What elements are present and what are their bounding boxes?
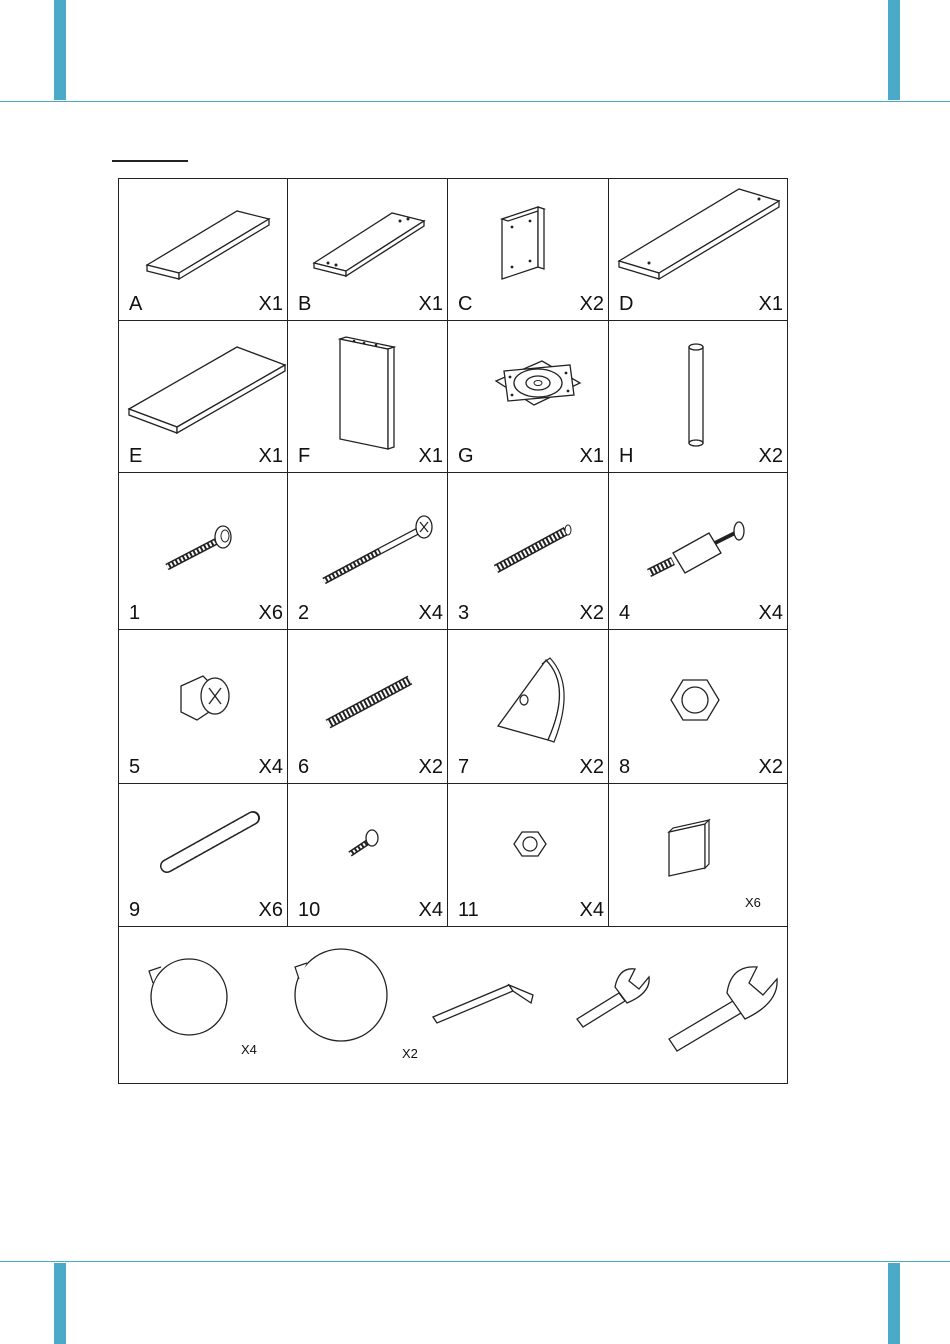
part-cell-h (609, 321, 787, 473)
part-cell-3 (448, 473, 609, 630)
part-cell-c (448, 179, 609, 321)
part-label: H (619, 445, 634, 467)
part-quantity: X1 (418, 293, 443, 315)
part-cell-9 (119, 784, 288, 927)
part-cell-g (448, 321, 609, 473)
part-quantity: X1 (258, 293, 283, 315)
top-right-accent-bar (888, 0, 900, 100)
part-quantity: X2 (579, 756, 604, 778)
part-cell-e (119, 321, 288, 473)
part-quantity: X6 (258, 899, 283, 921)
part-label: 5 (129, 756, 141, 778)
part-cell-b (288, 179, 448, 321)
part-label: 1 (129, 602, 141, 624)
small-wrench-icon (577, 969, 649, 1027)
part-quantity: X2 (579, 602, 604, 624)
part-cell-11 (448, 784, 609, 927)
large-wrench-icon (669, 967, 777, 1051)
part-quantity: X1 (758, 293, 783, 315)
part-cell-6 (288, 630, 448, 784)
top-left-accent-bar (54, 0, 66, 100)
part-quantity: X6 (745, 895, 761, 910)
part-quantity: X4 (579, 899, 604, 921)
accessories-cell (119, 927, 787, 1083)
accessories-drawing (119, 927, 787, 1083)
part-cell-10 (288, 784, 448, 927)
part-cell-8 (609, 630, 787, 784)
part-label: 6 (298, 756, 310, 778)
part-label: G (458, 445, 474, 467)
part-quantity: X2 (418, 756, 443, 778)
part-quantity: X1 (579, 445, 604, 467)
bottom-right-accent-bar (888, 1263, 900, 1344)
part-label: B (298, 293, 312, 315)
allen-key-icon (433, 985, 533, 1023)
large-round-cap-icon (295, 949, 387, 1041)
part-quantity: X4 (258, 756, 283, 778)
part-cell-12 (609, 784, 787, 927)
section-title-underline (112, 160, 188, 162)
part-quantity: X2 (758, 445, 783, 467)
parts-list-grid (118, 178, 788, 1084)
part-label: 7 (458, 756, 470, 778)
part-label: C (458, 293, 473, 315)
part-label: 4 (619, 602, 631, 624)
part-cell-7 (448, 630, 609, 784)
part-quantity: X4 (758, 602, 783, 624)
part-cell-2 (288, 473, 448, 630)
part-label: 2 (298, 602, 310, 624)
part-cell-4 (609, 473, 787, 630)
part-label: 11 (458, 899, 479, 921)
part-quantity: X4 (418, 899, 443, 921)
part-cell-f (288, 321, 448, 473)
part-cell-a (119, 179, 288, 321)
part-label: A (129, 293, 143, 315)
part-cell-d (609, 179, 787, 321)
part-quantity: X6 (258, 602, 283, 624)
part-quantity: X1 (418, 445, 443, 467)
top-rule (0, 101, 950, 102)
bottom-left-accent-bar (54, 1263, 66, 1344)
part-label: E (129, 445, 143, 467)
part-label: 9 (129, 899, 141, 921)
round-cap-icon (149, 959, 227, 1035)
cap-quantity-x2: X2 (402, 1046, 418, 1061)
part-quantity: X2 (579, 293, 604, 315)
part-label: 3 (458, 602, 470, 624)
part-label: F (298, 445, 311, 467)
part-label: 8 (619, 756, 631, 778)
part-label: 10 (298, 899, 321, 921)
part-quantity: X2 (758, 756, 783, 778)
part-cell-1 (119, 473, 288, 630)
bottom-rule (0, 1261, 950, 1262)
part-label: D (619, 293, 634, 315)
part-quantity: X1 (258, 445, 283, 467)
cap-quantity-x4: X4 (241, 1042, 257, 1057)
part-cell-5 (119, 630, 288, 784)
part-quantity: X4 (418, 602, 443, 624)
